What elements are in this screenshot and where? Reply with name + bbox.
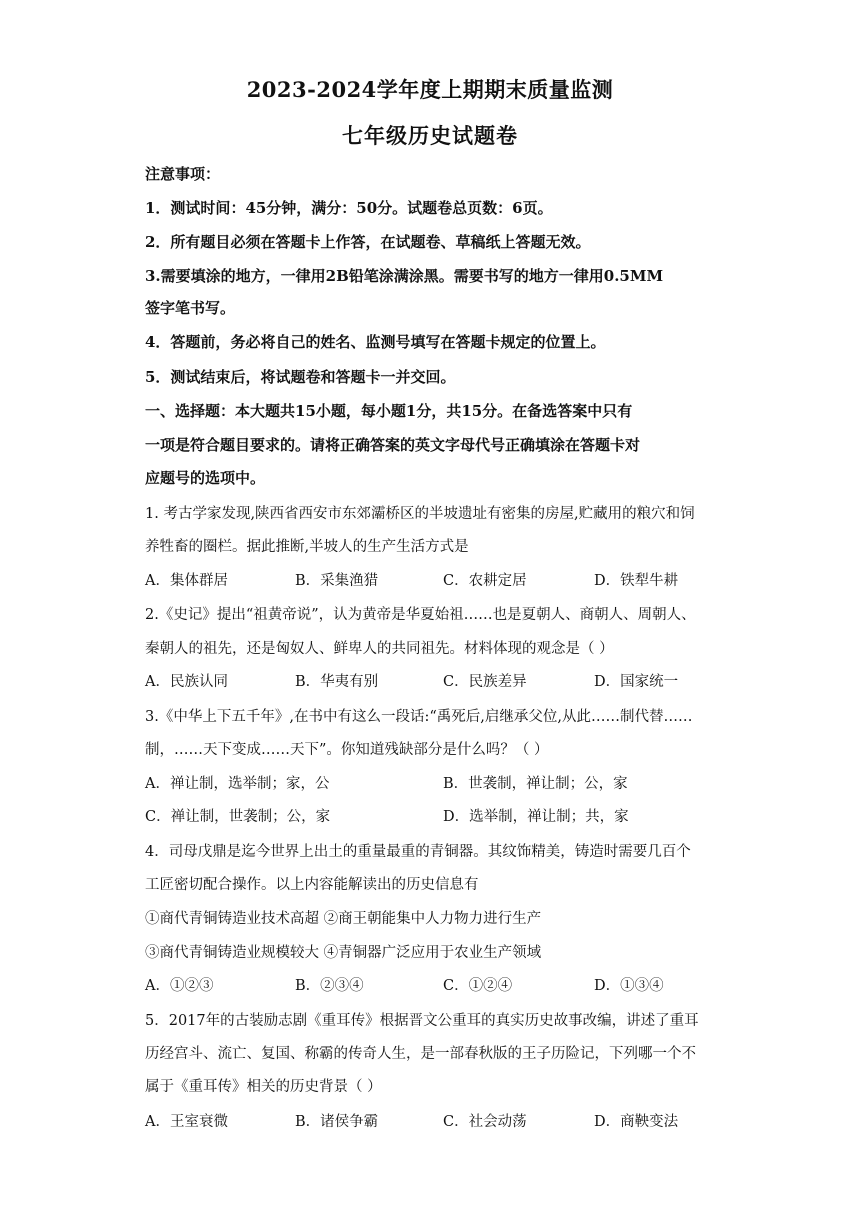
- note-item: 5．测试结束后，将试题卷和答题卡一并交回。: [145, 368, 456, 386]
- option-d: D．①③④: [594, 978, 664, 994]
- question-stem: 养牲畜的圈栏。据此推断,半坡人的生产生活方式是: [145, 539, 469, 555]
- question-stem: 1. 考古学家发现,陕西省西安市东郊灞桥区的半坡遗址有密集的房屋,贮藏用的粮穴和饲: [145, 506, 695, 522]
- option-d: D．国家统一: [594, 674, 679, 690]
- note-item: 4．答题前，务必将自己的姓名、监测号填写在答题卡规定的位置上。: [145, 333, 606, 351]
- option-c: C．民族差异: [443, 674, 527, 690]
- note-item: 2．所有题目必须在答题卡上作答，在试题卷、草稿纸上答题无效。: [145, 233, 591, 251]
- option-d: D．选举制，禅让制；共，家: [443, 809, 629, 825]
- question-stem: 2.《史记》提出“祖黄帝说”，认为黄帝是华夏始祖……也是夏朝人、商朝人、周朝人、: [145, 607, 696, 623]
- note-item: 签字笔书写。: [145, 299, 236, 317]
- option-b: B．②③④: [295, 978, 364, 994]
- question-stem: 制，……天下变成……天下”。你知道残缺部分是什么吗？（ ）: [145, 742, 549, 758]
- notes-heading: 注意事项：: [145, 165, 221, 183]
- note-item: 3.需要填涂的地方，一律用2B铅笔涂满涂黑。需要书写的地方一律用0.5MM: [145, 267, 664, 285]
- section-heading: 一、选择题：本大题共15小题，每小题1分，共15分。在备选答案中只有: [145, 402, 633, 420]
- option-c: C．农耕定居: [443, 573, 527, 589]
- question-statement: ③商代青铜铸造业规模较大 ④青铜器广泛应用于农业生产领域: [145, 945, 542, 961]
- question-stem: 属于《重耳传》相关的历史背景（ ）: [145, 1079, 382, 1095]
- question-stem: 4．司母戊鼎是迄今世界上出土的重量最重的青铜器。其纹饰精美，铸造时需要几百个: [145, 844, 691, 860]
- section-heading: 应题号的选项中。: [145, 469, 266, 487]
- option-a: A．①②③: [145, 978, 214, 994]
- page-subtitle: 七年级历史试题卷: [342, 123, 518, 148]
- option-b: B．采集渔猎: [295, 573, 379, 589]
- question-stem: 3.《中华上下五千年》,在书中有这么一段话:“禹死后,启继承父位,从此……制代替……: [145, 709, 693, 725]
- question-statement: ①商代青铜铸造业技术高超 ②商王朝能集中人力物力进行生产: [145, 911, 542, 927]
- question-stem: 历经宫斗、流亡、复国、称霸的传奇人生，是一部春秋版的王子历险记，下列哪一个不: [145, 1046, 696, 1062]
- option-c: C．社会动荡: [443, 1114, 527, 1130]
- option-a: A．集体群居: [145, 573, 228, 589]
- option-d: D．铁犁牛耕: [594, 573, 679, 589]
- option-c: C．禅让制，世袭制；公，家: [145, 809, 331, 825]
- option-d: D．商鞅变法: [594, 1114, 679, 1130]
- page-title: 2023-2024学年度上期期末质量监测: [246, 77, 614, 102]
- option-a: A．禅让制，选举制；家，公: [145, 776, 330, 792]
- option-c: C．①②④: [443, 978, 513, 994]
- option-b: B．世袭制，禅让制；公，家: [443, 776, 628, 792]
- question-stem: 秦朝人的祖先，还是匈奴人、鲜卑人的共同祖先。材料体现的观念是（ ）: [145, 641, 614, 657]
- option-b: B．诸侯争霸: [295, 1114, 379, 1130]
- section-heading: 一项是符合题目要求的。请将正确答案的英文字母代号正确填涂在答题卡对: [145, 436, 641, 454]
- question-stem: 5．2017年的古装励志剧《重耳传》根据晋文公重耳的真实历史故事改编，讲述了重耳: [145, 1013, 699, 1029]
- option-a: A．民族认同: [145, 674, 228, 690]
- note-item: 1．测试时间：45分钟，满分：50分。试题卷总页数：6页。: [145, 199, 553, 217]
- option-a: A．王室衰微: [145, 1114, 228, 1130]
- question-stem: 工匠密切配合操作。以上内容能解读出的历史信息有: [145, 877, 479, 893]
- option-b: B．华夷有别: [295, 674, 379, 690]
